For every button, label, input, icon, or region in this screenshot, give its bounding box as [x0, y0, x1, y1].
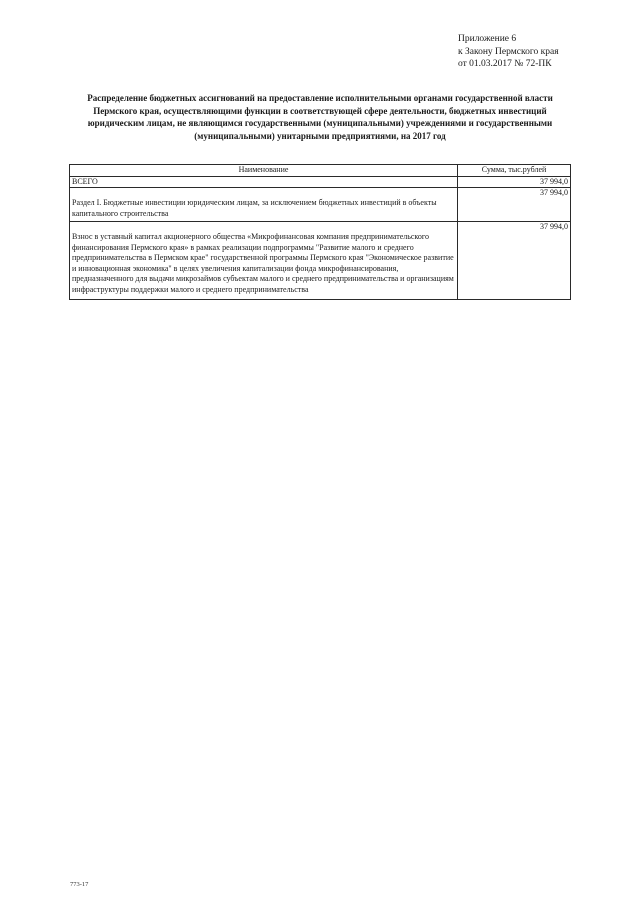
budget-allocation-table: [69, 164, 571, 300]
appendix-law-date: от 01.03.2017 № 72-ПК: [458, 59, 552, 69]
appendix-law-reference: к Закону Пермского края: [458, 46, 559, 57]
row-amount: 37 994,0: [458, 188, 571, 222]
row-amount: 37 994,0: [458, 176, 571, 188]
header-name: Наименование: [70, 165, 458, 177]
table-row-total: [70, 176, 571, 188]
row-name: ВСЕГО: [70, 176, 458, 188]
row-amount: 37 994,0: [458, 222, 571, 300]
appendix-number: Приложение 6: [458, 34, 517, 44]
table-row-contribution: [70, 222, 571, 300]
table-header-row: [70, 165, 571, 177]
appendix-header: [458, 33, 628, 71]
row-name: Взнос в уставный капитал акционерного общества «Микрофинансовая компания предпринимательского финансирования Пермского края» в рамках реализации подпрограммы "Развитие малого и среднего предпринимательства в Пермском крае" государственной программы Пермского края "Экономическое развитие и инновационная экономика" в целях увеличения капитализации фонда микрофинансирования, предназначенного для выдачи микрозаймов субъектам малого и среднего предпринимательства и организациям инфраструктуры поддержки малого и среднего предпринимательства: [70, 222, 458, 300]
header-amount: Сумма, тыс.рублей: [458, 165, 571, 177]
row-name: Раздел I. Бюджетные инвестиции юридическим лицам, за исключением бюджетных инвестиций в объекты капитального строительства: [70, 188, 458, 222]
document-code: 773-17: [70, 881, 89, 888]
document-title: Распределение бюджетных ассигнований на предоставление исполнительными органами государственной власти Пермского края, осуществляющими функции в соответствующей сфере деятельности, бюджетных инвестиций юридическим лицам, не являющимся государственными (муниципальными) учреждениями и государственными (муниципальными) унитарными предприятиями, на 2017 год: [87, 93, 553, 141]
table-row-section: [70, 188, 571, 222]
